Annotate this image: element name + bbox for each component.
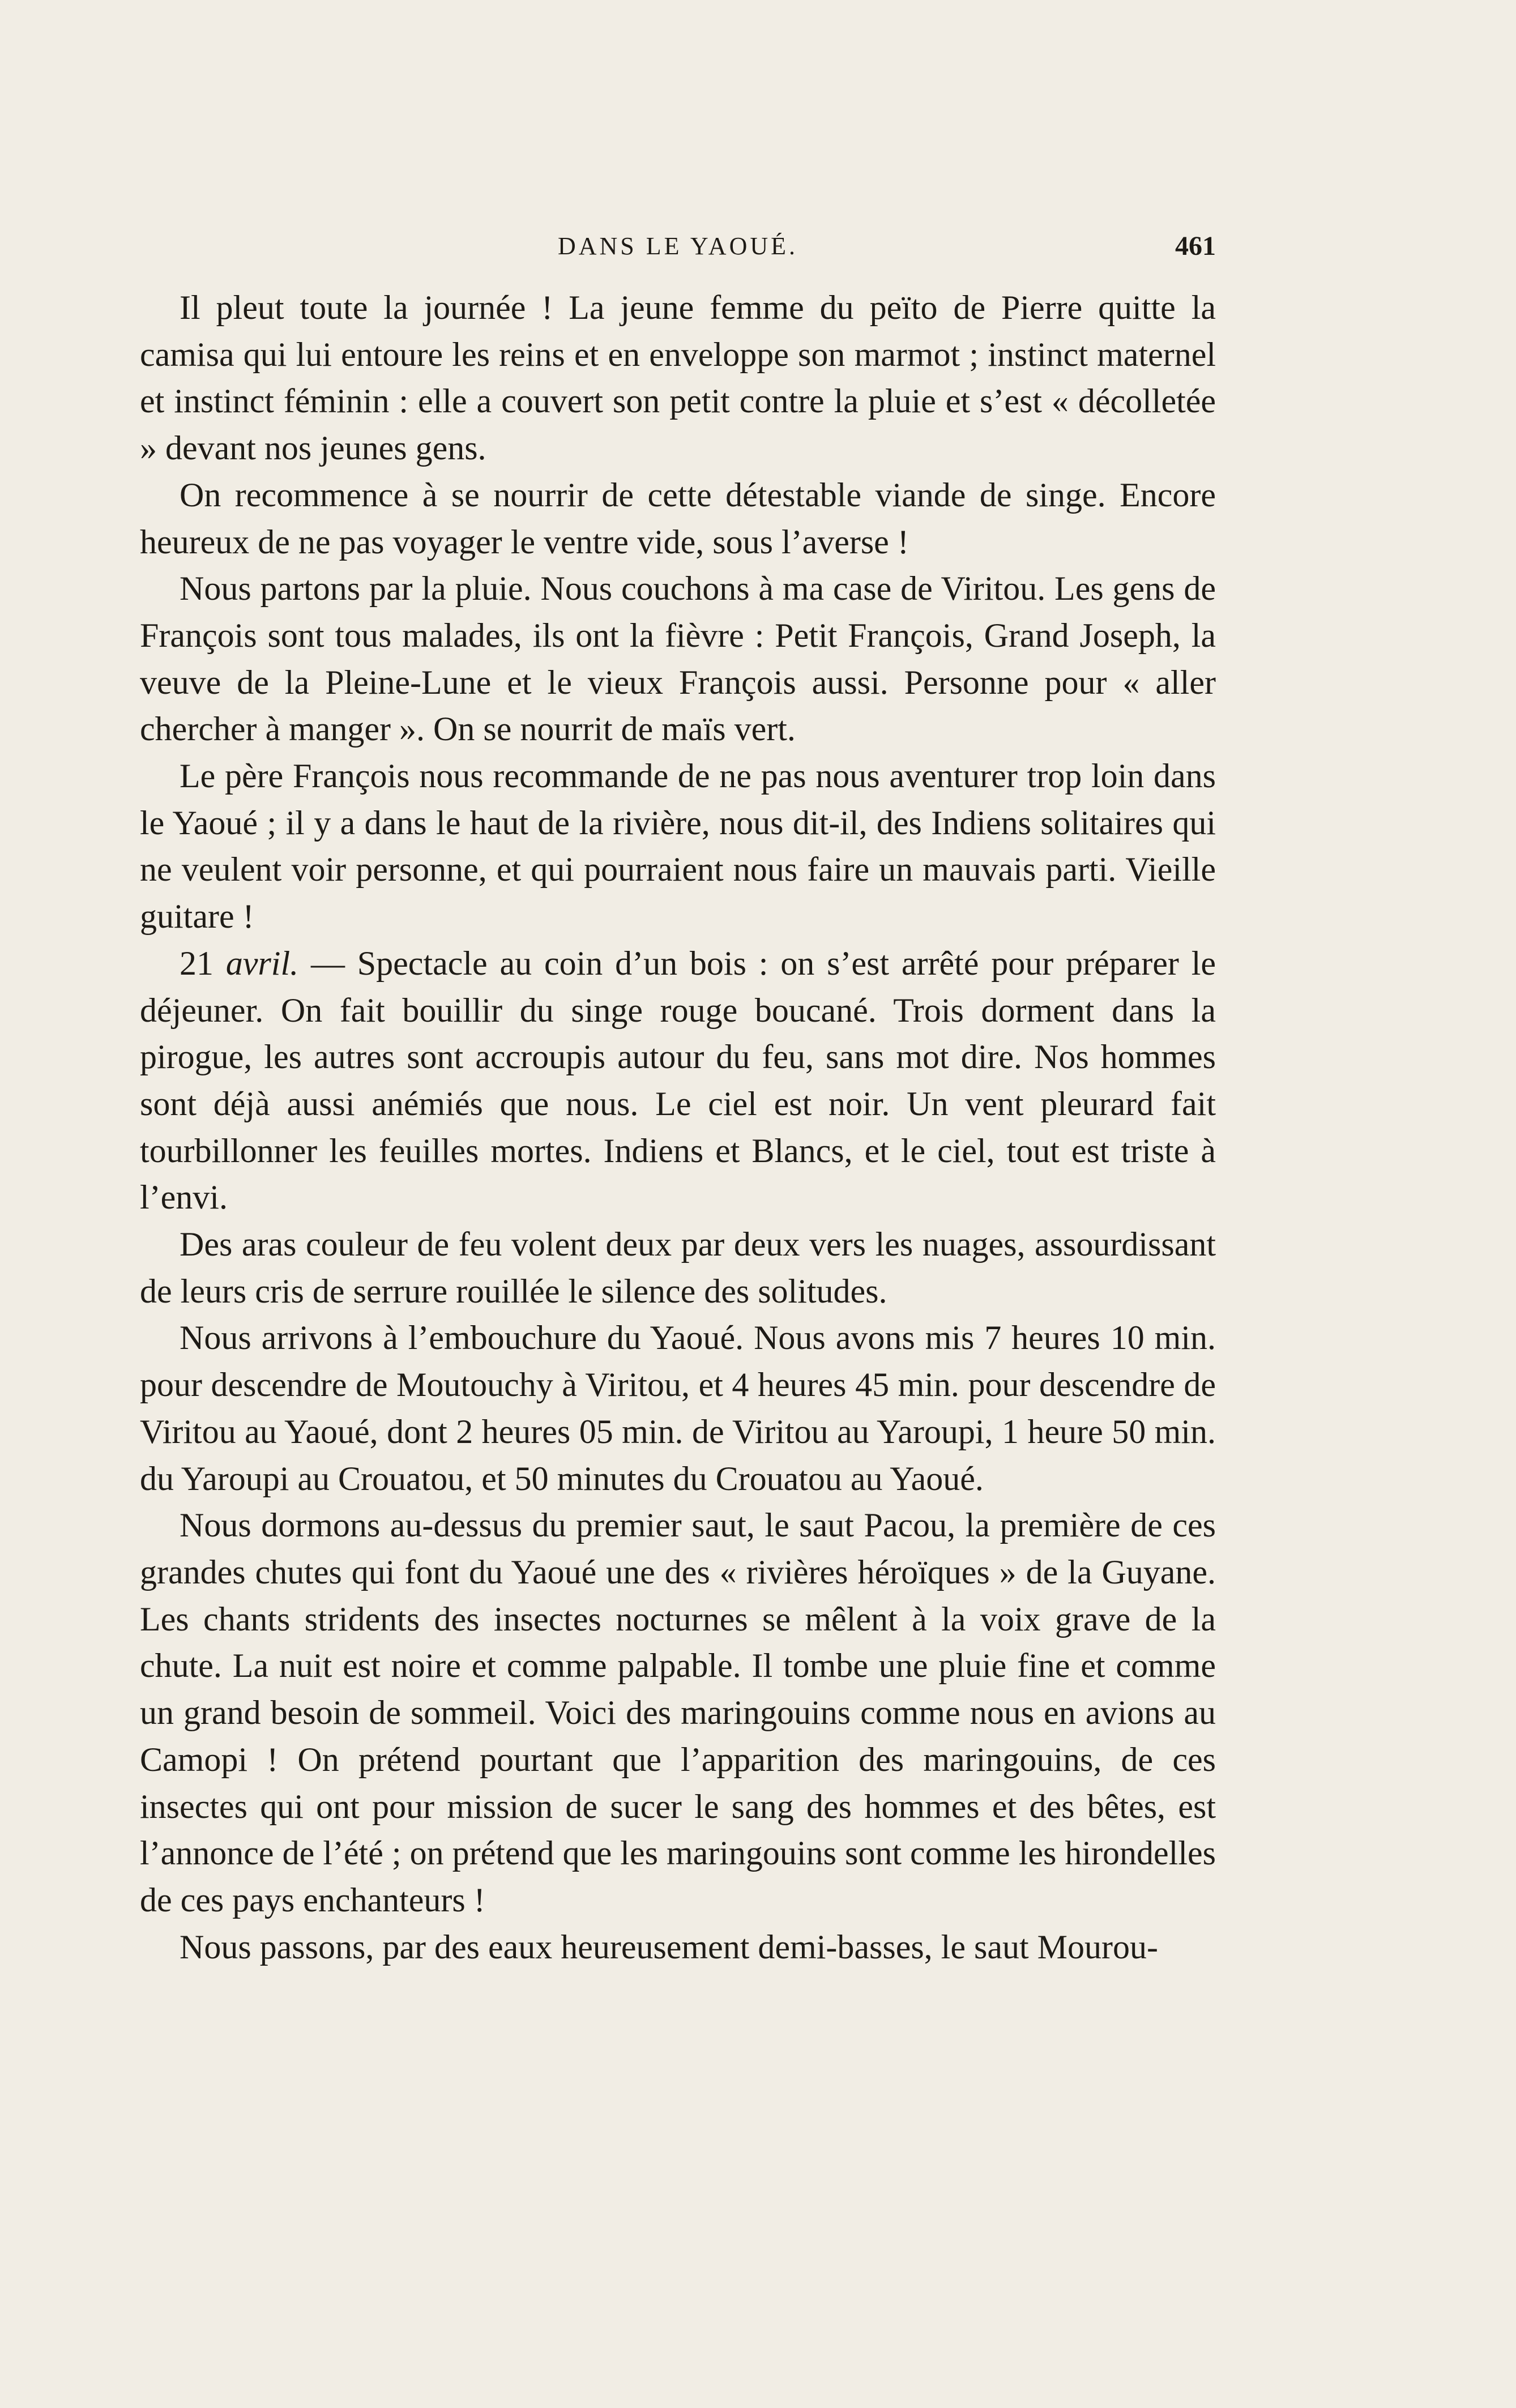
entry-date-day: 21 (180, 944, 213, 982)
paragraph-1 (140, 284, 1216, 472)
entry-date-month: avril. (225, 944, 299, 982)
paragraph-9 (140, 1924, 1216, 1971)
paragraph-text: Le père François nous recommande de ne pas nous aventurer trop loin dans le Yaoué ; il y a dans le haut de la rivière, nous dit-il, des Indiens solitaires qui ne veulent voir personne, et qui pourraient nous faire un mauvais parti. Vieille guitare ! (140, 757, 1216, 936)
paragraph-text: Il pleut toute la journée ! La jeune femme du peïto de Pierre quitte la camisa qui lui entoure les reins et en enveloppe son marmot ; instinct maternel et instinct féminin : elle a couvert son petit contre la pluie et s’est « décolletée » devant nos jeunes gens. (140, 289, 1216, 467)
running-header (140, 227, 1216, 266)
paragraph-text: Nous arrivons à l’embouchure du Yaoué. Nous avons mis 7 heures 10 min. pour descendre de Moutouchy à Viritou, et 4 heures 45 min. pour descendre de Viritou au Yaoué, dont 2 heures 05 min. de Viritou au Yaroupi, 1 heure 50 min. du Yaroupi au Crouatou, et 50 minutes du Crouatou au Yaoué. (140, 1319, 1216, 1497)
paragraph-text: Nous passons, par des eaux heureusement demi-basses, le saut Mourou- (180, 1928, 1158, 1966)
page-number: 461 (1175, 231, 1216, 261)
paragraph-6 (140, 1221, 1216, 1314)
paragraph-8 (140, 1502, 1216, 1923)
paragraph-text: — Spectacle au coin d’un bois : on s’est arrêté pour préparer le déjeuner. On fait bouillir du singe rouge boucané. Trois dorment dans la pirogue, les autres sont accroupis autour du feu, sans mot dire. Nos hommes sont déjà aussi anémiés que nous. Le ciel est noir. Un vent pleurard fait tourbillonner les feuilles mortes. Indiens et Blancs, et le ciel, tout est triste à l’envi. (140, 944, 1216, 1216)
body-text (140, 284, 1216, 1970)
paragraph-text: Des aras couleur de feu volent deux par deux vers les nuages, assourdissant de leurs cris de serrure rouillée le silence des solitudes. (140, 1226, 1216, 1310)
paragraph-4 (140, 753, 1216, 940)
paragraph-text: On recommence à se nourrir de cette détestable viande de singe. Encore heureux de ne pas voyager le ventre vide, sous l’averse ! (140, 476, 1216, 561)
running-title: DANS LE YAOUÉ. (557, 232, 798, 260)
paragraph-7 (140, 1314, 1216, 1502)
paragraph-3 (140, 565, 1216, 753)
paragraph-2 (140, 472, 1216, 565)
paragraph-text: Nous dormons au-dessus du premier saut, le saut Pacou, la première de ces grandes chutes qui font du Yaoué une des « rivières héroïques » de la Guyane. Les chants stridents des insectes nocturnes se mêlent à la voix grave de la chute. La nuit est noire et comme palpable. Il tombe une pluie fine et comme un grand besoin de sommeil. Voici des maringouins comme nous en avions au Camopi ! On prétend pourtant que l’apparition des maringouins, de ces insectes qui ont pour mission de sucer le sang des hommes et des bêtes, est l’annonce de l’été ; on prétend que les maringouins sont comme les hirondelles de ces pays enchanteurs ! (140, 1506, 1216, 1919)
paragraph-text: Nous partons par la pluie. Nous couchons à ma case de Viritou. Les gens de François sont tous malades, ils ont la fièvre : Petit François, Grand Joseph, la veuve de la Pleine-Lune et le vieux François aussi. Personne pour « aller chercher à manger ». On se nourrit de maïs vert. (140, 570, 1216, 748)
paragraph-5-dated-entry (140, 940, 1216, 1221)
